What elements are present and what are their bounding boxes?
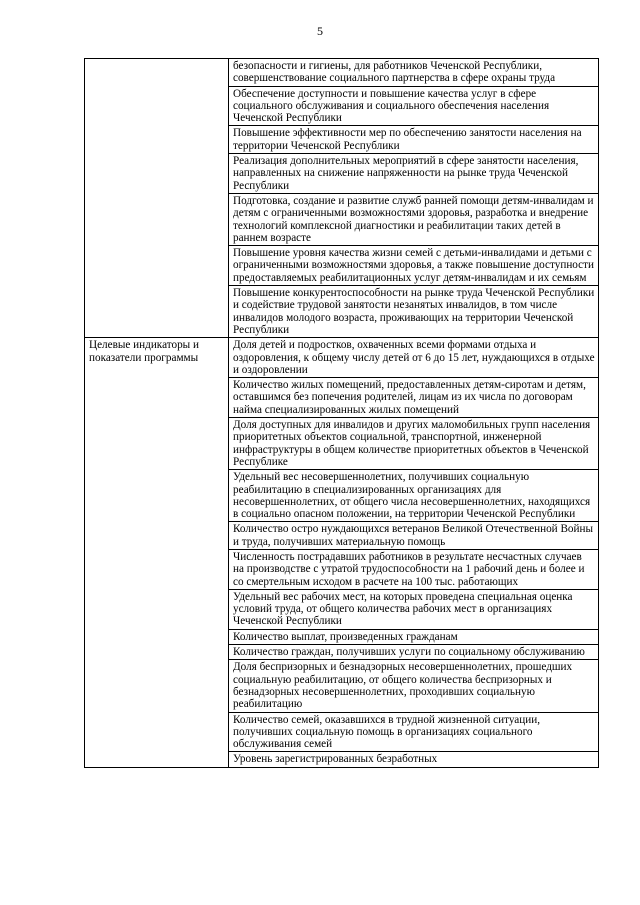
- indicator-item: Удельный вес рабочих мест, на которых проведена специальная оценка условий труда, от общего количества рабочих мест в организациях Чеченской Республики: [229, 589, 599, 629]
- program-passport-table: [84, 58, 599, 768]
- task-item: Подготовка, создание и развитие служб ранней помощи детям-инвалидам и детям с ограниченными возможностями здоровья, разработка и внедрение технологий комплексной диагностики и реабилитации таких детей в раннем возрасте: [229, 193, 599, 245]
- table-row: [85, 59, 599, 87]
- task-item: Повышение конкурентоспособности на рынке труда Чеченской Республики и содействие трудовой занятости незанятых инвалидов, в том числе инвалидов молодого возраста, проживающих на территории Чеченской Республики: [229, 286, 599, 338]
- indicator-item: Доля доступных для инвалидов и других маломобильных групп населения приоритетных объектов социальной, транспортной, инженерной инфраструктуры в общем количестве приоритетных объектов в Чеченской Республике: [229, 418, 599, 470]
- indicator-item: Доля детей и подростков, охваченных всеми формами отдыха и оздоровления, к общему числу детей от 6 до 15 лет, нуждающихся в отдыхе и оздоровлении: [229, 338, 599, 378]
- section-label-cell: [85, 59, 229, 338]
- indicator-item: Количество граждан, получивших услуги по социальному обслуживанию: [229, 645, 599, 660]
- indicator-item: Численность пострадавших работников в результате несчастных случаев на производстве с утратой трудоспособности на 1 рабочий день и более и со смертельным исходом в расчете на 100 тыс. работающих: [229, 549, 599, 589]
- task-item: Обеспечение доступности и повышение качества услуг в сфере социального обслуживания и социального обеспечения населения Чеченской Республики: [229, 86, 599, 126]
- task-item: Повышение эффективности мер по обеспечению занятости населения на территории Чеченской Республики: [229, 126, 599, 154]
- indicator-item: Количество остро нуждающихся ветеранов Великой Отечественной Войны и труда, получивших материальную помощь: [229, 522, 599, 550]
- indicator-item: Количество выплат, произведенных гражданам: [229, 629, 599, 644]
- indicator-item: Доля беспризорных и безнадзорных несовершеннолетних, прошедших социальную реабилитацию, от общего количества беспризорных и безнадзорных несовершеннолетних, проходивших социальную реабилитацию: [229, 660, 599, 712]
- section-label-cell: Целевые индикаторы и показатели программы: [85, 338, 229, 768]
- task-item: безопасности и гигиены, для работников Чеченской Республики, совершенствование социального партнерства в сфере охраны труда: [229, 59, 599, 87]
- table-row: [85, 338, 599, 378]
- task-item: Повышение уровня качества жизни семей с детьми-инвалидами и детьми с ограниченными возможностями здоровья, а также повышение доступности предоставляемых реабилитационных услуг детям-инвалидам и их семьям: [229, 246, 599, 286]
- task-item: Реализация дополнительных мероприятий в сфере занятости населения, направленных на снижение напряженности на рынке труда Чеченской Республики: [229, 154, 599, 194]
- indicator-item: Количество жилых помещений, предоставленных детям-сиротам и детям, оставшимся без попечения родителей, лицам из их числа по договорам найма специализированных жилых помещений: [229, 378, 599, 418]
- indicator-item: Удельный вес несовершеннолетних, получивших социальную реабилитацию в специализированных организациях для несовершеннолетних, от общего числа несовершеннолетних, находящихся в социально опасном положении, на территории Чеченской Республики: [229, 470, 599, 522]
- indicator-item: Уровень зарегистрированных безработных: [229, 752, 599, 767]
- indicator-item: Количество семей, оказавшихся в трудной жизненной ситуации, получивших социальную помощь в организациях социального обслуживания семей: [229, 712, 599, 752]
- page-number: 5: [317, 24, 323, 38]
